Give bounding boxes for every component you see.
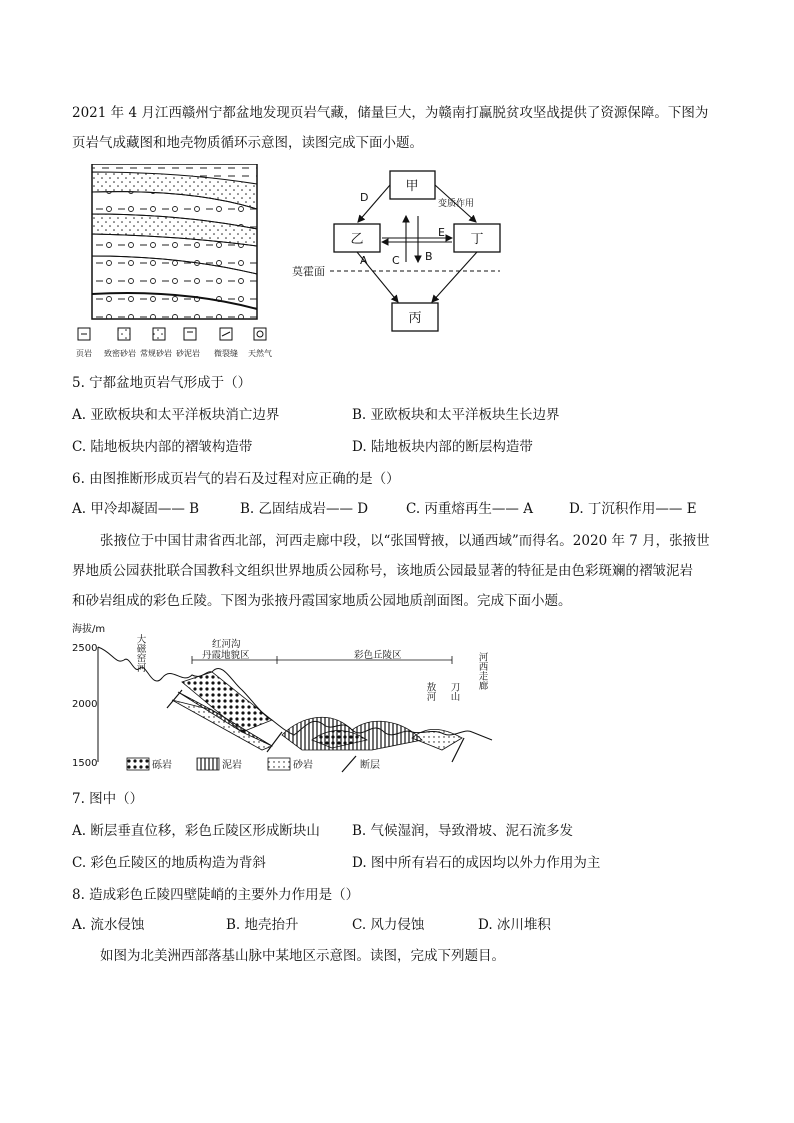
q5-option-a[interactable]: A. 亚欧板块和太平洋板块消亡边界 (72, 407, 280, 423)
box-jia-label: 甲 (405, 179, 419, 194)
legend-gas: 天然气 (248, 349, 272, 358)
legend-shale: 页岩 (76, 349, 92, 358)
label-e: E (438, 226, 445, 239)
label-moho: 莫霍面 (292, 265, 325, 278)
rock-cycle-figure (290, 166, 530, 336)
q8-option-d[interactable]: D. 冰川堆积 (478, 917, 551, 933)
intro2-line3: 和砂岩组成的彩色丘陵。下图为张掖丹霞国家地质公园地质剖面图。完成下面小题。 (72, 593, 572, 609)
q6-option-d[interactable]: D. 丁沉积作用—— E (569, 501, 697, 517)
zhangye-profile-figure (72, 620, 512, 780)
label-daoshan: 刀山 (448, 682, 460, 701)
legend-sandmud: 砂泥岩 (176, 349, 200, 358)
legend-normal-sand: 常规砂岩 (140, 349, 172, 358)
y-axis-label: 海拔/m (72, 624, 106, 635)
box-bing-label: 丙 (408, 311, 422, 326)
y-tick-1500: 1500 (72, 758, 98, 769)
y-tick-2500: 2500 (72, 643, 98, 654)
label-metamorphism: 变质作用 (438, 199, 475, 209)
q5-option-d[interactable]: D. 陆地板块内部的断层构造带 (352, 439, 533, 455)
y-tick-2000: 2000 (72, 699, 98, 710)
q5-option-b[interactable]: B. 亚欧板块和太平洋板块生长边界 (352, 407, 560, 423)
q7-option-a[interactable]: A. 断层垂直位移，彩色丘陵区形成断块山 (72, 823, 320, 839)
q6-option-c[interactable]: C. 丙重熔再生—— A (406, 501, 533, 517)
label-honghegou: 红河沟 (212, 639, 241, 650)
intro2-line2: 界地质公园获批联合国教科文组织世界地质公园称号，该地质公园最显著的特征是由色彩斑斓的褶皱泥岩 (72, 563, 693, 579)
intro2-line1: 张掖位于中国甘肃省西北部，河西走廊中段，以“张国臂掖，以通西域”而得名。2020 年 7 月，张掖世 (100, 533, 710, 549)
intro1-line2: 页岩气成藏图和地壳物质循环示意图，读图完成下面小题。 (72, 135, 423, 151)
q6-stem: 6. 由图推断形成页岩气的岩石及过程对应正确的是（） (72, 471, 400, 487)
label-d: D (360, 191, 369, 204)
q8-option-c[interactable]: C. 风力侵蚀 (352, 917, 425, 933)
legend-crack: 微裂缝 (214, 349, 238, 358)
label-dacigou: 大磁窑河 (134, 634, 146, 672)
label-danxia-zone: 丹霞地貌区 (202, 650, 250, 661)
legend-tight-sand: 致密砂岩 (104, 349, 136, 358)
label-a: A (360, 254, 368, 267)
q6-option-a[interactable]: A. 甲冷却凝固—— B (72, 501, 200, 517)
legend-mudstone: 泥岩 (222, 760, 242, 771)
q7-stem: 7. 图中（） (72, 791, 144, 807)
q5-option-c[interactable]: C. 陆地板块内部的褶皱构造带 (72, 439, 253, 455)
label-c: C (392, 254, 400, 267)
q8-option-a[interactable]: A. 流水侵蚀 (72, 917, 145, 933)
box-yi-label: 乙 (350, 232, 364, 247)
q7-option-c[interactable]: C. 彩色丘陵区的地质构造为背斜 (72, 855, 266, 871)
q8-stem: 8. 造成彩色丘陵四壁陡峭的主要外力作用是（） (72, 887, 360, 903)
label-b: B (425, 250, 433, 263)
legend-fault: 断层 (360, 760, 380, 771)
q6-option-b[interactable]: B. 乙固结成岩—— D (240, 501, 369, 517)
q5-stem: 5. 宁都盆地页岩气形成于（） (72, 375, 252, 391)
label-hexi: 河西走廊 (476, 652, 488, 690)
legend-sandstone: 砂岩 (293, 760, 313, 771)
label-caise-zone: 彩色丘陵区 (354, 650, 402, 661)
label-aohe: 敖河 (424, 682, 436, 701)
shale-gas-figure (72, 164, 286, 360)
intro1-line1: 2021 年 4 月江西赣州宁都盆地发现页岩气藏，储量巨大，为赣南打赢脱贫攻坚战提供了资源保障。下图为 (72, 105, 709, 121)
legend-conglomerate: 砾岩 (152, 760, 172, 771)
box-ding-label: 丁 (470, 232, 484, 247)
q7-option-d[interactable]: D. 图中所有岩石的成因均以外力作用为主 (352, 855, 601, 871)
intro3-line1: 如图为北美洲西部落基山脉中某地区示意图。读图，完成下列题目。 (100, 948, 505, 964)
q7-option-b[interactable]: B. 气候湿润，导致滑坡、泥石流多发 (352, 823, 574, 839)
q8-option-b[interactable]: B. 地壳抬升 (226, 917, 299, 933)
